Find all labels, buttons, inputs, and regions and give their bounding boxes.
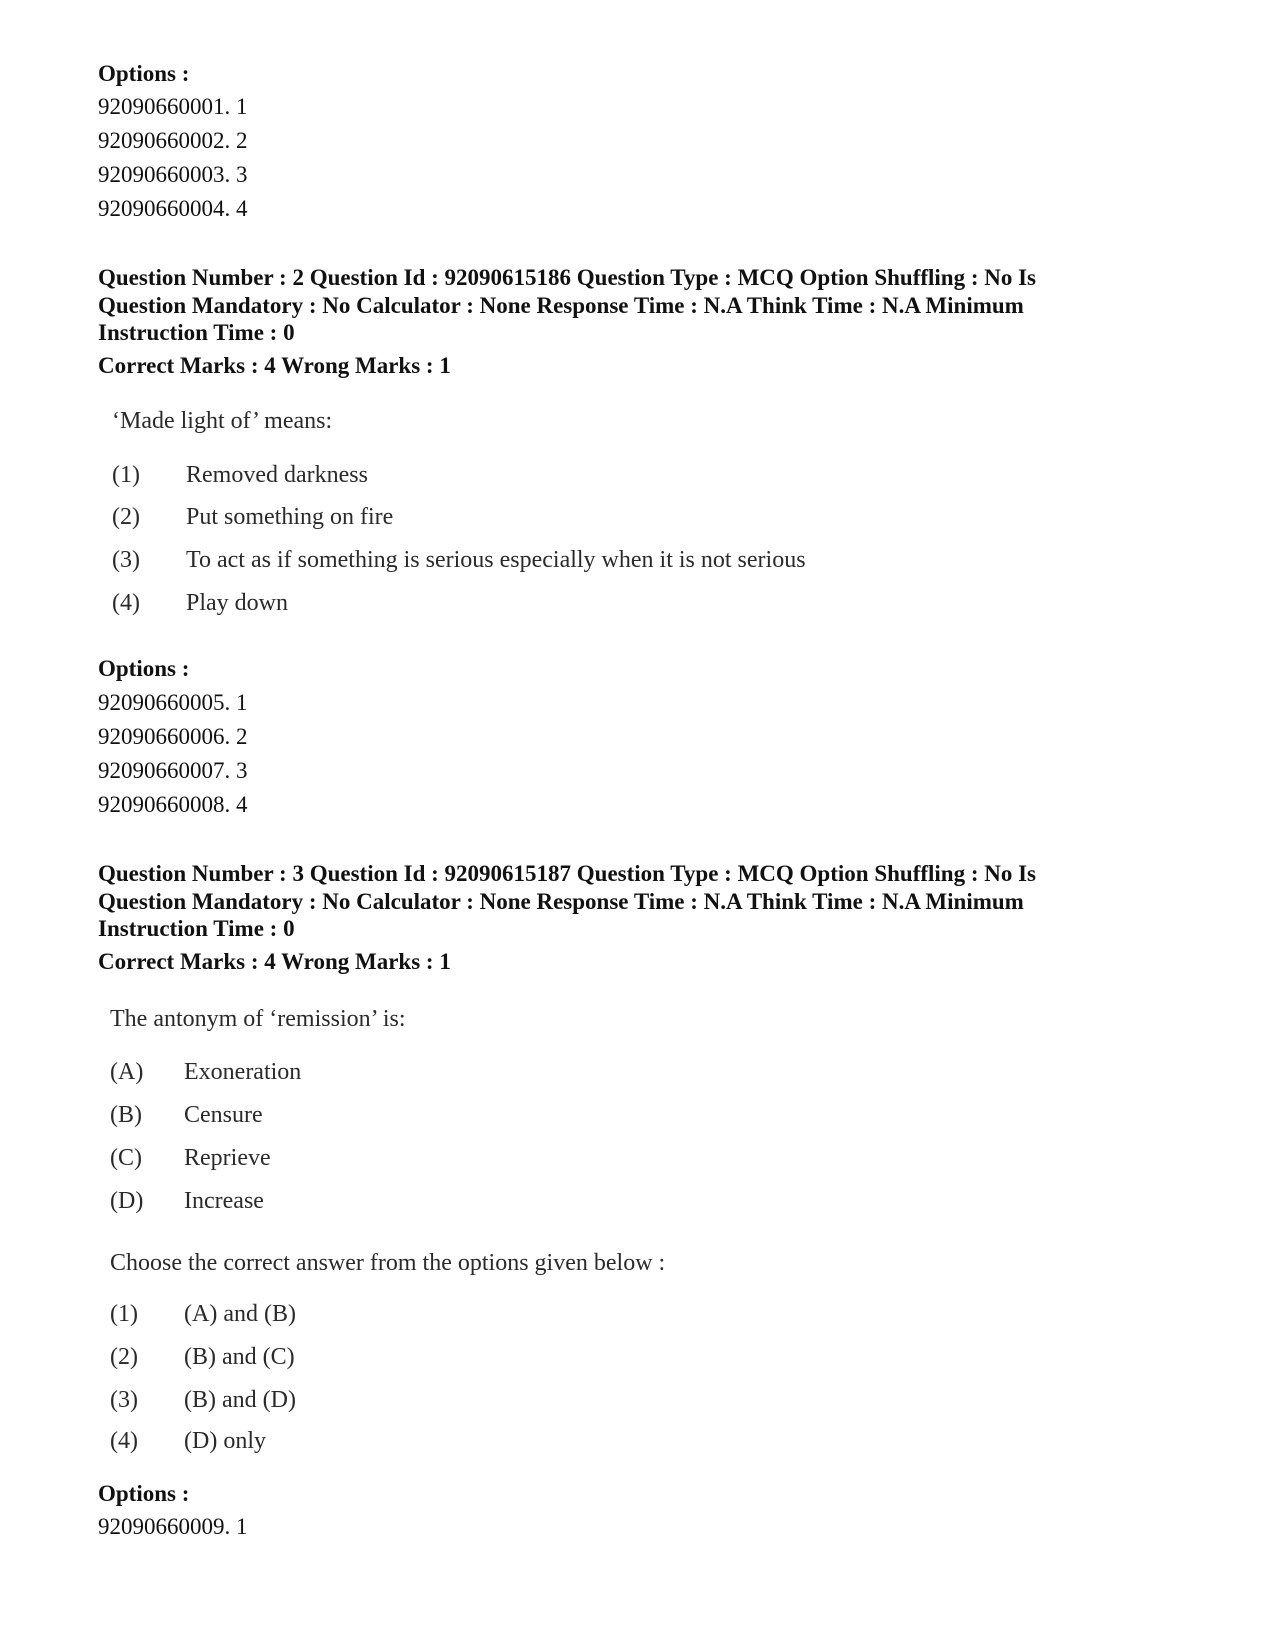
choice-number: (4) bbox=[112, 590, 140, 616]
question-meta: Instruction Time : 0 bbox=[98, 916, 295, 941]
option-line: 92090660009. 1 bbox=[98, 1514, 248, 1539]
choice-row bbox=[112, 545, 1012, 575]
item-text: Censure bbox=[184, 1102, 263, 1128]
options-label: Options : bbox=[98, 656, 190, 681]
option-line: 92090660007. 3 bbox=[98, 758, 248, 783]
choice-number: (1) bbox=[110, 1301, 138, 1327]
item-letter: (C) bbox=[110, 1145, 142, 1171]
choice-row bbox=[112, 460, 1012, 490]
question-meta: Instruction Time : 0 bbox=[98, 320, 295, 345]
choice-row bbox=[110, 1426, 710, 1456]
option-line: 92090660002. 2 bbox=[98, 128, 248, 153]
question-stem: The antonym of ‘remission’ is: bbox=[110, 1006, 406, 1032]
choice-row bbox=[112, 502, 1012, 532]
option-line: 92090660008. 4 bbox=[98, 792, 248, 817]
item-row bbox=[110, 1143, 710, 1173]
question-marks: Correct Marks : 4 Wrong Marks : 1 bbox=[98, 949, 451, 974]
choice-text: (B) and (C) bbox=[184, 1344, 295, 1370]
option-line: 92090660001. 1 bbox=[98, 94, 248, 119]
question-meta: Question Number : 2 Question Id : 92090615186 Question Type : MCQ Option Shuffling : No Is bbox=[98, 265, 1037, 290]
item-row bbox=[110, 1100, 710, 1130]
options-label: Options : bbox=[98, 61, 190, 86]
question-meta: Question Mandatory : No Calculator : None Response Time : N.A Think Time : N.A Minimum bbox=[98, 889, 1024, 914]
choice-text: To act as if something is serious especially when it is not serious bbox=[186, 547, 806, 573]
question-meta: Question Number : 3 Question Id : 92090615187 Question Type : MCQ Option Shuffling : No Is bbox=[98, 861, 1037, 886]
item-row bbox=[110, 1057, 710, 1087]
question-stem: ‘Made light of’ means: bbox=[112, 408, 333, 434]
choice-number: (1) bbox=[112, 462, 140, 488]
choice-number: (2) bbox=[110, 1344, 138, 1370]
choice-text: (D) only bbox=[184, 1428, 266, 1454]
choice-number: (2) bbox=[112, 504, 140, 530]
item-letter: (A) bbox=[110, 1059, 144, 1085]
item-letter: (D) bbox=[110, 1188, 144, 1214]
option-line: 92090660005. 1 bbox=[98, 690, 248, 715]
option-line: 92090660004. 4 bbox=[98, 196, 248, 221]
choice-number: (4) bbox=[110, 1428, 138, 1454]
choice-number: (3) bbox=[112, 547, 140, 573]
item-text: Increase bbox=[184, 1188, 264, 1214]
choice-row bbox=[112, 588, 1012, 618]
options-label: Options : bbox=[98, 1481, 190, 1506]
choice-text: Play down bbox=[186, 590, 288, 616]
choice-text: (B) and (D) bbox=[184, 1387, 296, 1413]
choice-text: Put something on fire bbox=[186, 504, 394, 530]
answer-instruction: Choose the correct answer from the options given below : bbox=[110, 1250, 666, 1276]
choice-number: (3) bbox=[110, 1387, 138, 1413]
choice-row bbox=[110, 1385, 710, 1415]
choice-text: Removed darkness bbox=[186, 462, 368, 488]
option-line: 92090660006. 2 bbox=[98, 724, 248, 749]
option-line: 92090660003. 3 bbox=[98, 162, 248, 187]
choice-text: (A) and (B) bbox=[184, 1301, 296, 1327]
question-meta: Question Mandatory : No Calculator : None Response Time : N.A Think Time : N.A Minimum bbox=[98, 293, 1024, 318]
question-marks: Correct Marks : 4 Wrong Marks : 1 bbox=[98, 353, 451, 378]
choice-row bbox=[110, 1299, 710, 1329]
item-row bbox=[110, 1186, 710, 1216]
item-letter: (B) bbox=[110, 1102, 142, 1128]
item-text: Exoneration bbox=[184, 1059, 302, 1085]
choice-row bbox=[110, 1342, 710, 1372]
item-text: Reprieve bbox=[184, 1145, 271, 1171]
